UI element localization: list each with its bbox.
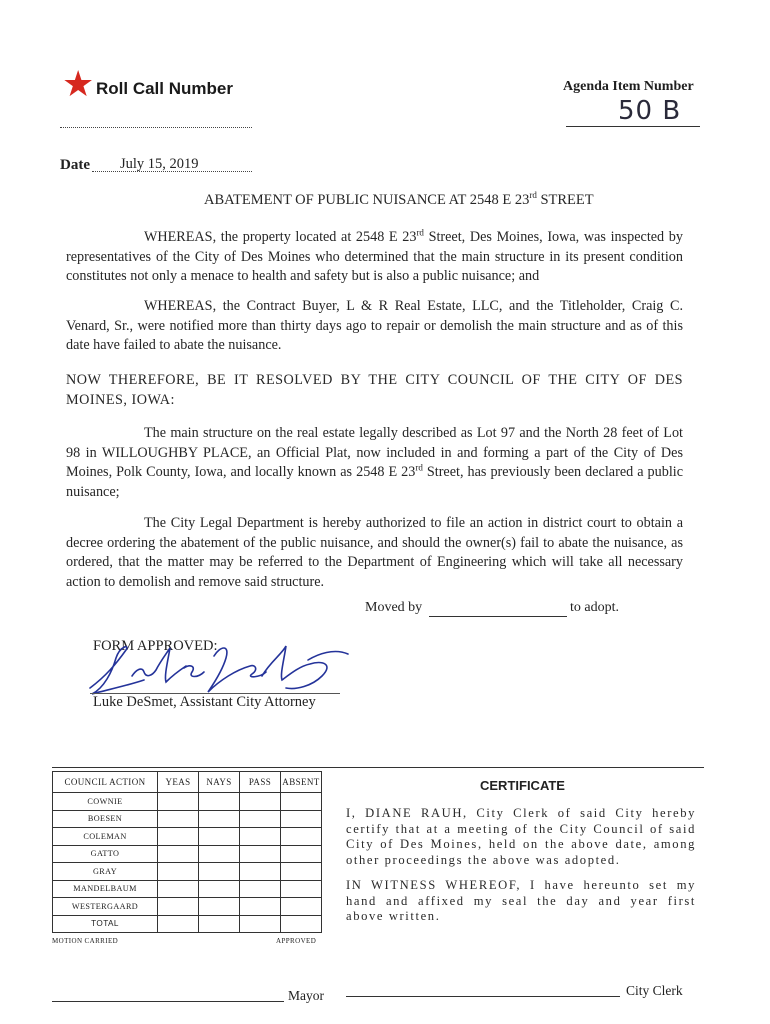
- council-action-table: [52, 771, 322, 933]
- clerk-signature-line: [346, 996, 620, 997]
- agenda-item-value: 50 B: [618, 96, 682, 126]
- whereas1-a: WHEREAS, the property located at 2548 E 23: [144, 229, 417, 245]
- legal-department-paragraph: The City Legal Department is hereby authorized to file an action in district court to obtain a decree ordering the abatement of the public nuisance, and should the owner(s) fail to abate the nuisance, as ordered, that the matter may be referred to the Department of Engineering which will take all necessary action to demolish and remove said structure.: [66, 515, 683, 590]
- certificate-paragraph-1: I, DIANE RAUH, City Clerk of said City hereby certify that at a meeting of the City Council of said City of Des Moines, held on the above date, among other proceedings the above was adopted.: [346, 806, 696, 867]
- table-row: [53, 828, 322, 846]
- agenda-item-label: Agenda Item Number: [563, 79, 694, 94]
- table-row: [53, 915, 322, 933]
- title-suffix: STREET: [536, 191, 594, 208]
- certificate-title: CERTIFICATE: [480, 778, 565, 793]
- clerk-label: City Clerk: [626, 983, 683, 998]
- table-row: [53, 863, 322, 881]
- member-name: BOESEN: [53, 810, 158, 828]
- moved-by-line: [429, 616, 567, 617]
- member-name: WESTERGAARD: [53, 898, 158, 916]
- mayor-signature-line: [52, 1001, 284, 1002]
- member-name: COWNIE: [53, 793, 158, 811]
- certificate-paragraph-2: IN WITNESS WHEREOF, I have hereunto set my hand and affixed my seal the day and year first above written.: [346, 878, 696, 924]
- form-approved-label: FORM APPROVED:: [93, 638, 218, 654]
- table-row: [53, 898, 322, 916]
- roll-call-number-line: [60, 127, 252, 128]
- yeas-header: YEAS: [158, 772, 199, 793]
- nays-header: NAYS: [199, 772, 240, 793]
- date-value: July 15, 2019: [120, 156, 199, 172]
- absent-header: ABSENT: [281, 772, 322, 793]
- date-label: Date: [60, 157, 90, 173]
- motion-carried-label: MOTION CARRIED: [52, 937, 119, 945]
- council-action-header: COUNCIL ACTION: [53, 772, 158, 793]
- whereas-paragraph-2: WHEREAS, the Contract Buyer, L & R Real Estate, LLC, and the Titleholder, Craig C. Venard, Sr., were notified more than thirty days ago to repair or demolish the main structure and as of this date have failed to abate the nuisance.: [66, 298, 683, 353]
- para3-a: The main structure on the real estate legally described as Lot 97 and the North 28 feet of Lot 98 in WILLOUGHBY PLACE, an Official Plat, now included in and forming a part of the City of Des Moines, Polk County, Iowa, and locally known as 2548 E 23: [66, 425, 683, 480]
- moved-by-suffix: to adopt.: [570, 600, 619, 615]
- pass-header: PASS: [240, 772, 281, 793]
- whereas-paragraph-1: [66, 228, 683, 287]
- para3-sup: rd: [415, 462, 423, 473]
- moved-by-label: Moved by: [365, 600, 423, 615]
- agenda-item-line: [566, 126, 700, 127]
- table-row: [53, 845, 322, 863]
- attorney-name: Luke DeSmet, Assistant City Attorney: [93, 694, 316, 710]
- title-prefix: ABATEMENT OF PUBLIC NUISANCE AT 2548 E 23: [204, 191, 530, 208]
- legal-description-paragraph: [66, 424, 683, 502]
- total-label: TOTAL: [53, 915, 158, 933]
- document-title: [204, 190, 594, 209]
- title-sup: rd: [529, 190, 537, 200]
- mayor-label: Mayor: [288, 988, 324, 1003]
- approved-label: APPROVED: [276, 937, 317, 945]
- para3-b: Street, has previously been declared a public nuisance;: [66, 464, 683, 500]
- member-name: MANDELBAUM: [53, 880, 158, 898]
- table-row: [53, 880, 322, 898]
- table-row: [53, 810, 322, 828]
- member-name: COLEMAN: [53, 828, 158, 846]
- member-name: GATTO: [53, 845, 158, 863]
- whereas1-sup: rd: [416, 227, 424, 238]
- whereas1-b: Street, Des Moines, Iowa, was inspected by representatives of the City of Des Moines who determined that the main structure in its present condition constitutes not only a menace to health and safety but is also a public nuisance; and: [66, 229, 683, 284]
- resolved-paragraph: NOW THEREFORE, BE IT RESOLVED BY THE CITY COUNCIL OF THE CITY OF DES MOINES, IOWA:: [66, 372, 683, 408]
- section-divider: [52, 767, 704, 768]
- roll-call-label: Roll Call Number: [96, 79, 233, 98]
- table-row: [53, 793, 322, 811]
- member-name: GRAY: [53, 863, 158, 881]
- star-icon: ★: [62, 64, 95, 104]
